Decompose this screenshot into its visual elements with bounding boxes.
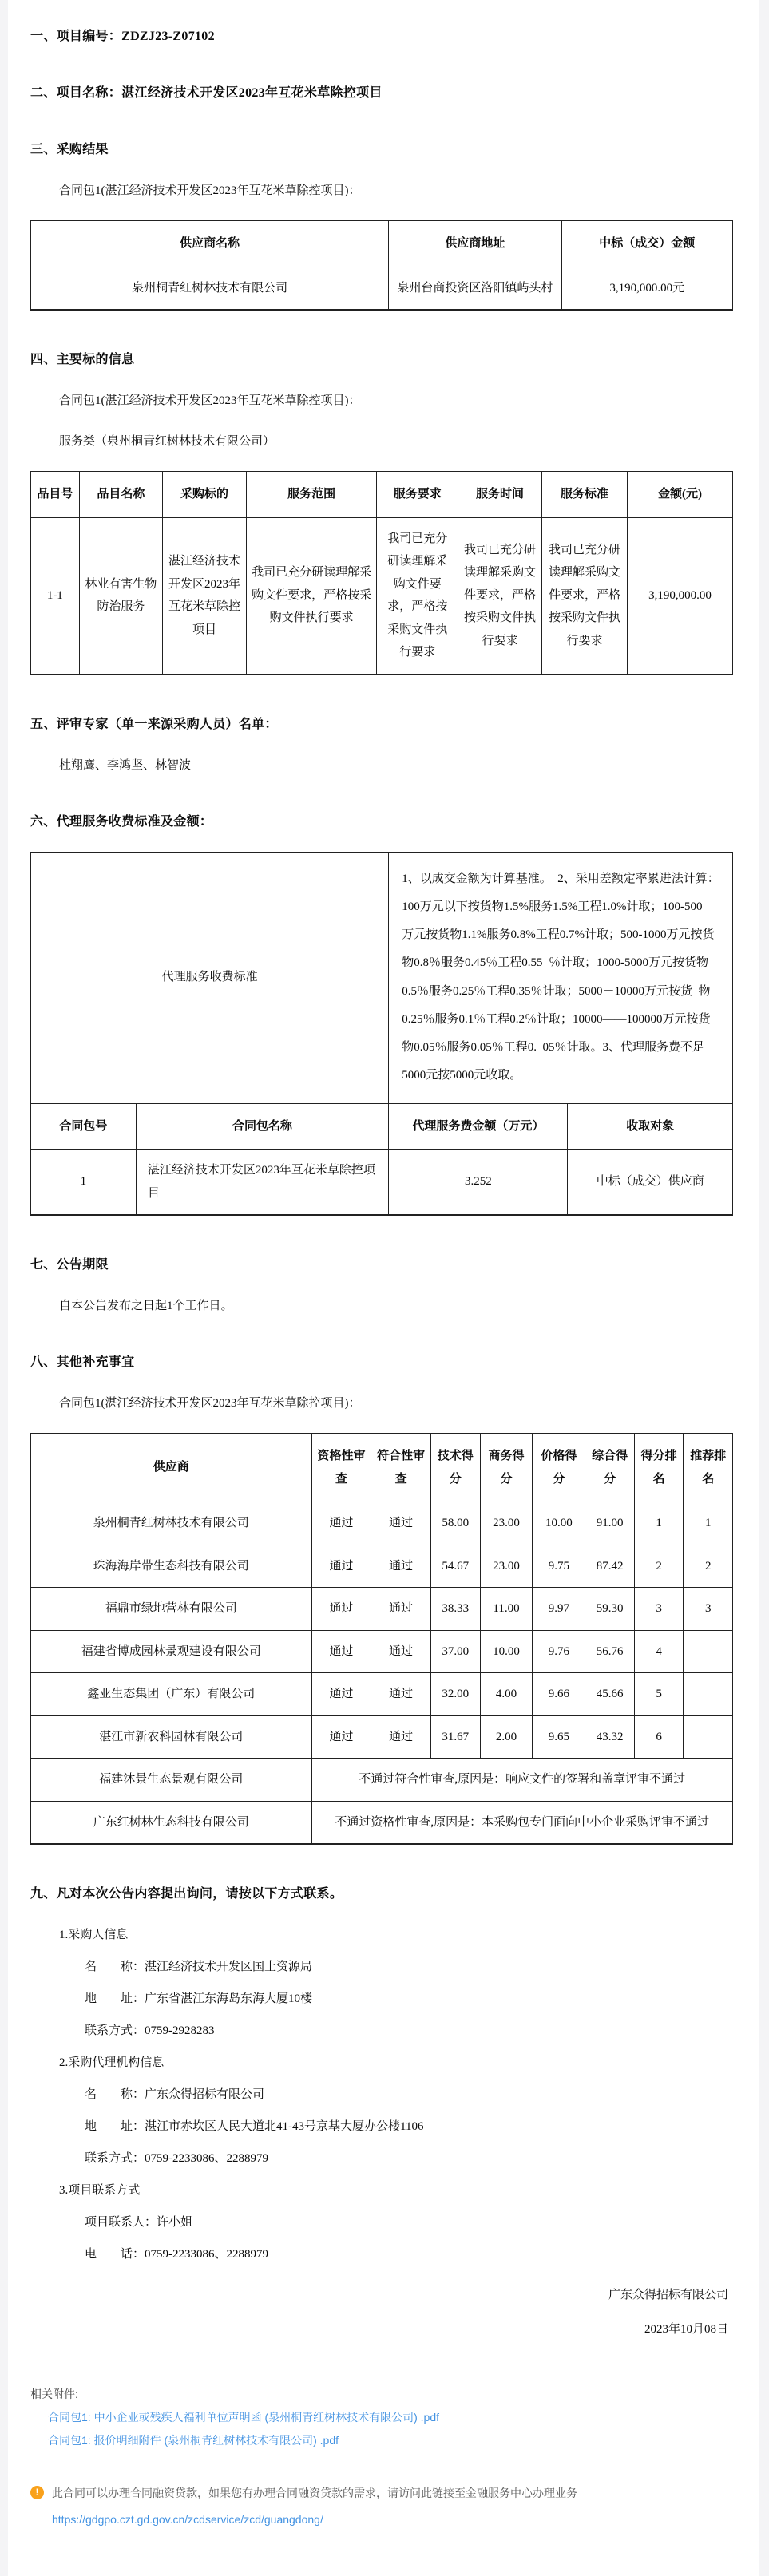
conformity-cell: 通过: [371, 1630, 431, 1673]
amount-cell: 3,190,000.00: [628, 517, 733, 675]
finance-notice: [30, 2485, 733, 2528]
table-row: [31, 267, 733, 310]
service-standard-cell: 我司已充分研读理解采购文件要求，严格按采购文件执行要求: [541, 517, 627, 675]
table-row: [31, 1150, 733, 1216]
item-no-cell: 1-1: [31, 517, 80, 675]
business-score-cell: 10.00: [480, 1630, 533, 1673]
fee-payer-cell: 中标（成交）供应商: [568, 1150, 733, 1216]
procurement-subject-cell: 湛江经济技术开发区2023年互花米草除控项目: [163, 517, 247, 675]
exclamation-circle-icon: !: [30, 2486, 44, 2499]
col-service-standard: 服务标准: [541, 472, 627, 518]
section-experts-heading: 五、评审专家（单一来源采购人员）名单：: [30, 717, 278, 731]
col-supplier-address: 供应商地址: [389, 221, 561, 267]
package-no-cell: 1: [31, 1150, 137, 1216]
qualification-cell: 通过: [311, 1588, 371, 1631]
col-supplier-name: 供应商名称: [31, 221, 389, 267]
attachments-label: 相关附件:: [30, 2388, 78, 2400]
service-scope-cell: 我司已充分研读理解采购文件要求，严格按采购文件执行要求: [246, 517, 376, 675]
conformity-cell: 通过: [371, 1715, 431, 1759]
total-score-cell: 87.42: [585, 1545, 635, 1588]
recommend-rank-cell: [684, 1630, 733, 1673]
col-recommend-rank: 推荐排名: [684, 1434, 733, 1502]
conformity-cell: 通过: [371, 1588, 431, 1631]
agent-info-title: 2.采购代理机构信息: [59, 2056, 165, 2069]
service-requirement-cell: 我司已充分研读理解采购文件要求，严格按采购文件执行要求: [377, 517, 458, 675]
agent-phone: 联系方式：0759-2233086、2288979: [85, 2152, 268, 2165]
main-info-package-line: 合同包1(湛江经济技术开发区2023年互花米草除控项目)：: [59, 394, 361, 407]
conformity-cell: 通过: [371, 1545, 431, 1588]
section-contact-heading: 九、凡对本次公告内容提出询问，请按以下方式联系。: [30, 1887, 343, 1901]
business-score-cell: 23.00: [480, 1502, 533, 1545]
total-score-cell: 45.66: [585, 1673, 635, 1716]
agent-address: 地 址：湛江市赤坎区人民大道北41-43号京基大厦办公楼1106: [85, 2120, 424, 2133]
item-name-cell: 林业有害生物防治服务: [79, 517, 163, 675]
service-time-cell: 我司已充分研读理解采购文件要求，严格按采购文件执行要求: [458, 517, 542, 675]
qualification-cell: 通过: [311, 1715, 371, 1759]
announcement-page: [8, 0, 759, 2576]
section-project-number-heading: 一、项目编号：ZDZJ23-Z07102: [30, 30, 215, 43]
table-row: [31, 1502, 733, 1545]
agent-name: 名 称：广东众得招标有限公司: [85, 2088, 265, 2101]
table-row: [31, 852, 733, 1103]
finance-notice-text: 此合同可以办理合同融资贷款，如果您有办理合同融资贷款的需求，请访问此链接至金融服务中心办理业务: [52, 2487, 577, 2499]
table-row: [31, 1801, 733, 1844]
table-header-row: [31, 472, 733, 518]
price-score-cell: 9.65: [533, 1715, 585, 1759]
technical-score-cell: 54.67: [431, 1545, 481, 1588]
price-score-cell: 9.75: [533, 1545, 585, 1588]
section-supplement-heading: 八、其他补充事宜: [30, 1355, 135, 1369]
score-rank-cell: 3: [634, 1588, 684, 1631]
table-row: [31, 1630, 733, 1673]
section-announcement-period-heading: 七、公告期限: [30, 1258, 109, 1272]
main-subject-table: [30, 471, 733, 675]
supplier-cell: 福建省博成园林景观建设有限公司: [31, 1630, 312, 1673]
technical-score-cell: 58.00: [431, 1502, 481, 1545]
col-package-name: 合同包名称: [136, 1103, 388, 1150]
col-item-no: 品目号: [31, 472, 80, 518]
col-business-score: 商务得分: [480, 1434, 533, 1502]
col-supplier: 供应商: [31, 1434, 312, 1502]
buyer-info-title: 1.采购人信息: [59, 1929, 129, 1941]
announcement-period-text: 自本公告发布之日起1个工作日。: [59, 1300, 233, 1312]
recommend-rank-cell: 3: [684, 1588, 733, 1631]
qualification-cell: 通过: [311, 1502, 371, 1545]
score-rank-cell: 1: [634, 1502, 684, 1545]
col-award-amount: 中标（成交）金额: [561, 221, 732, 267]
col-fee-payer: 收取对象: [568, 1103, 733, 1150]
package-name-cell: 湛江经济技术开发区2023年互花米草除控项目: [136, 1150, 388, 1216]
col-procurement-subject: 采购标的: [163, 472, 247, 518]
score-rank-cell: 4: [634, 1630, 684, 1673]
project-contact-person: 项目联系人：许小姐: [85, 2216, 193, 2229]
qualification-cell: 通过: [311, 1673, 371, 1716]
section-procurement-result-heading: 三、采购结果: [30, 143, 109, 156]
score-rank-cell: 5: [634, 1673, 684, 1716]
business-score-cell: 2.00: [480, 1715, 533, 1759]
fail-reason-cell: 不通过资格性审查,原因是：本采购包专门面向中小企业采购评审不通过: [311, 1801, 732, 1844]
project-contact-title: 3.项目联系方式: [59, 2184, 141, 2197]
col-conformity-review: 符合性审查: [371, 1434, 431, 1502]
supplier-cell: 福鼎市绿地营林有限公司: [31, 1588, 312, 1631]
col-score-rank: 得分排名: [634, 1434, 684, 1502]
finance-service-link[interactable]: https://gdgpo.czt.gd.gov.cn/zcdservice/zcd/guangdong/: [52, 2513, 323, 2526]
fail-reason-cell: 不通过符合性审查,原因是：响应文件的签署和盖章评审不通过: [311, 1759, 732, 1802]
recommend-rank-cell: 1: [684, 1502, 733, 1545]
supplier-cell: 福建沐景生态景观有限公司: [31, 1759, 312, 1802]
recommend-rank-cell: [684, 1673, 733, 1716]
buyer-phone: 联系方式：0759-2928283: [85, 2024, 215, 2037]
technical-score-cell: 37.00: [431, 1630, 481, 1673]
business-score-cell: 23.00: [480, 1545, 533, 1588]
price-score-cell: 9.66: [533, 1673, 585, 1716]
signature-company: 广东众得招标有限公司: [608, 2289, 728, 2301]
col-qualification-review: 资格性审查: [311, 1434, 371, 1502]
attachment-link-declaration-pdf[interactable]: 合同包1: 中小企业或残疾人福利单位声明函 (泉州桐青红树林技术有限公司) .pdf: [48, 2411, 440, 2424]
project-contact-phone: 电 话：0759-2233086、2288979: [85, 2248, 268, 2261]
supplier-cell: 珠海海岸带生态科技有限公司: [31, 1545, 312, 1588]
supplement-package-line: 合同包1(湛江经济技术开发区2023年互花米草除控项目)：: [59, 1397, 361, 1410]
qualification-cell: 通过: [311, 1630, 371, 1673]
col-technical-score: 技术得分: [431, 1434, 481, 1502]
score-rank-cell: 2: [634, 1545, 684, 1588]
score-rank-cell: 6: [634, 1715, 684, 1759]
signature-date: 2023年10月08日: [644, 2323, 728, 2336]
table-row: [31, 517, 733, 675]
col-service-requirement: 服务要求: [377, 472, 458, 518]
technical-score-cell: 38.33: [431, 1588, 481, 1631]
technical-score-cell: 32.00: [431, 1673, 481, 1716]
total-score-cell: 59.30: [585, 1588, 635, 1631]
table-header-row: [31, 1434, 733, 1502]
agency-fee-table: [30, 852, 733, 1217]
total-score-cell: 91.00: [585, 1502, 635, 1545]
attachment-link-quotation-pdf[interactable]: 合同包1: 报价明细附件 (泉州桐青红树林技术有限公司) .pdf: [48, 2434, 339, 2447]
recommend-rank-cell: 2: [684, 1545, 733, 1588]
total-score-cell: 43.32: [585, 1715, 635, 1759]
col-item-name: 品目名称: [79, 472, 163, 518]
recommend-rank-cell: [684, 1715, 733, 1759]
table-header-row: [31, 221, 733, 267]
buyer-name: 名 称：湛江经济技术开发区国土资源局: [85, 1961, 313, 1973]
buyer-address: 地 址：广东省湛江东海岛东海大厦10楼: [85, 1992, 313, 2005]
signature-block: [30, 2285, 733, 2337]
table-row: [31, 1715, 733, 1759]
table-row: [31, 1673, 733, 1716]
price-score-cell: 10.00: [533, 1502, 585, 1545]
main-info-category-line: 服务类（泉州桐青红树林技术有限公司）: [59, 435, 275, 448]
table-header-row: [31, 1103, 733, 1150]
supplier-address-cell: 泉州台商投资区洛阳镇屿头村: [389, 267, 561, 310]
fee-amount-cell: 3.252: [389, 1150, 568, 1216]
col-service-scope: 服务范围: [246, 472, 376, 518]
supplier-cell: 广东红树林生态科技有限公司: [31, 1801, 312, 1844]
col-fee-amount: 代理服务费金额（万元）: [389, 1103, 568, 1150]
col-total-score: 综合得分: [585, 1434, 635, 1502]
award-amount-cell: 3,190,000.00元: [561, 267, 732, 310]
fee-standard-label-cell: 代理服务收费标准: [31, 852, 389, 1103]
section-main-subject-heading: 四、主要标的信息: [30, 353, 135, 366]
section-project-name-heading: 二、项目名称：湛江经济技术开发区2023年互花米草除控项目: [30, 86, 383, 100]
col-price-score: 价格得分: [533, 1434, 585, 1502]
attachments-section: [30, 2386, 733, 2448]
result-package-line: 合同包1(湛江经济技术开发区2023年互花米草除控项目)：: [59, 184, 361, 197]
qualification-cell: 通过: [311, 1545, 371, 1588]
section-agency-fee-heading: 六、代理服务收费标准及金额：: [30, 814, 213, 829]
result-table: [30, 220, 733, 311]
business-score-cell: 4.00: [480, 1673, 533, 1716]
business-score-cell: 11.00: [480, 1588, 533, 1631]
total-score-cell: 56.76: [585, 1630, 635, 1673]
conformity-cell: 通过: [371, 1673, 431, 1716]
table-row: [31, 1759, 733, 1802]
col-package-no: 合同包号: [31, 1103, 137, 1150]
price-score-cell: 9.76: [533, 1630, 585, 1673]
supplier-name-cell: 泉州桐青红树林技术有限公司: [31, 267, 389, 310]
evaluation-table: [30, 1433, 733, 1845]
table-row: [31, 1545, 733, 1588]
table-row: [31, 1588, 733, 1631]
col-amount: 金额(元): [628, 472, 733, 518]
supplier-cell: 泉州桐青红树林技术有限公司: [31, 1502, 312, 1545]
supplier-cell: 鑫亚生态集团（广东）有限公司: [31, 1673, 312, 1716]
supplier-cell: 湛江市新农科园林有限公司: [31, 1715, 312, 1759]
technical-score-cell: 31.67: [431, 1715, 481, 1759]
price-score-cell: 9.97: [533, 1588, 585, 1631]
col-service-time: 服务时间: [458, 472, 542, 518]
conformity-cell: 通过: [371, 1502, 431, 1545]
fee-standard-text-cell: 1、以成交金额为计算基准。 2、采用差额定率累进法计算：100万元以下按货物1.5%服务1.5%工程1.0%计取；100-500 万元按货物1.1%服务0.8%工程0.7%计取；500-1000万元按货物0.8％服务0.45％工程0.55 ％计取；1000-5000万元按货物0.5％服务0.25％工程0.35％计取；5000－10000万元按货 物0.25％服务0.1％工程0.2％计取；10000——100000万元按货物0.05％服务0.05％工程0. 05％计取。3、代理服务费不足5000元按5000元收取。: [389, 852, 733, 1103]
experts-names: 杜翔鹰、李鸿坚、林智波: [59, 758, 192, 772]
